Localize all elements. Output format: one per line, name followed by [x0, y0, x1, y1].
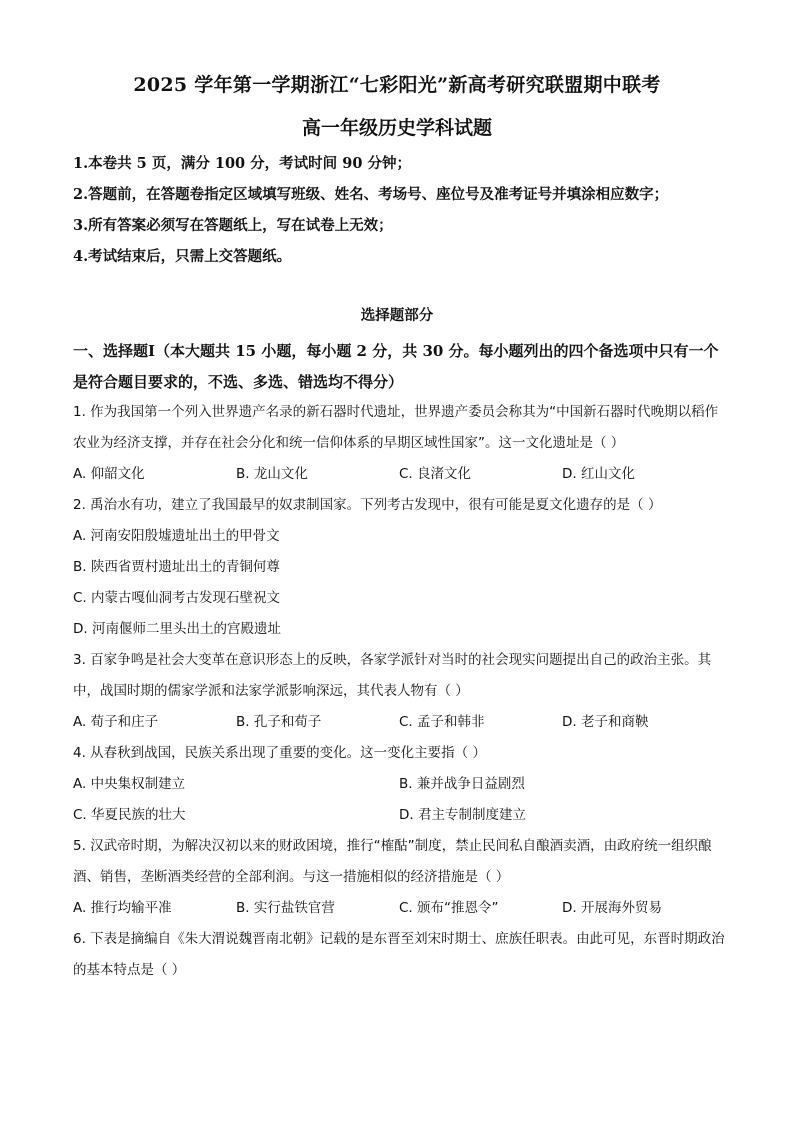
exam-title: 2025 学年第一学期浙江“七彩阳光”新高考研究联盟期中联考 — [133, 74, 661, 96]
options-row — [73, 459, 725, 490]
option-c: C. 内蒙古嘎仙洞考古发现石壁祝文 — [73, 590, 281, 606]
question-stem: 6. 下表是摘编自《朱大渭说魏晋南北朝》记载的是东晋至刘宋时期士、庶族任职表。由此可见，东晋时期政治的基本特点是（ ） — [73, 931, 725, 978]
option-c: C. 良渚文化 — [399, 466, 472, 482]
note-item: 4.考试结束后，只需上交答题纸。 — [73, 248, 292, 265]
option-c: C. 颁布“推恩令” — [399, 900, 499, 916]
question-list — [73, 397, 725, 986]
option-b: B. 龙山文化 — [236, 466, 308, 482]
option-b: B. 兼并战争日益剧烈 — [399, 776, 525, 792]
option-a: A. 荀子和庄子 — [73, 714, 159, 730]
question-4 — [73, 738, 725, 831]
question-stem: 3. 百家争鸣是社会大变革在意识形态上的反映，各家学派针对当时的社会现实问题提出自己的政治主张。其中，战国时期的儒家学派和法家学派影响深远，其代表人物有（ ） — [73, 652, 712, 699]
option-c: C. 华夏民族的壮大 — [73, 807, 186, 823]
options-row — [73, 769, 725, 800]
option-b: B. 陕西省贾村遗址出土的青铜何尊 — [73, 559, 280, 575]
question-3 — [73, 645, 725, 738]
option-a: A. 河南安阳殷墟遗址出土的甲骨文 — [73, 528, 280, 544]
option-c: C. 孟子和韩非 — [399, 714, 485, 730]
option-d: D. 河南偃师二里头出土的宫殿遗址 — [73, 621, 281, 637]
option-d: D. 红山文化 — [562, 466, 635, 482]
question-stem: 4. 从春秋到战国，民族关系出现了重要的变化。这一变化主要指（ ） — [73, 745, 486, 761]
option-b: B. 实行盐铁官营 — [236, 900, 335, 916]
question-6 — [73, 924, 725, 986]
note-item: 2.答题前，在答题卷指定区域填写班级、姓名、考场号、座位号及准考证号并填涂相应数字； — [73, 186, 669, 203]
question-2 — [73, 490, 725, 645]
option-d: D. 君主专制制度建立 — [399, 807, 526, 823]
options-row — [73, 893, 725, 924]
question-stem: 2. 禹治水有功，建立了我国最早的奴隶制国家。下列考古发现中，很有可能是夏文化遗存的是（ ） — [73, 497, 662, 513]
exam-notes — [73, 148, 723, 272]
option-a: A. 中央集权制建立 — [73, 776, 186, 792]
note-item: 1.本卷共 5 页，满分 100 分，考试时间 90 分钟； — [73, 155, 411, 172]
question-5 — [73, 831, 725, 924]
question-1 — [73, 397, 725, 490]
question-stem: 5. 汉武帝时期，为解决汉初以来的财政困境，推行“榷酤”制度，禁止民间私自酿酒卖酒，由政府统一组织酿酒、销售，垄断酒类经营的全部利润。与这一措施相似的经济措施是（ ） — [73, 838, 712, 885]
option-d: D. 老子和商鞅 — [562, 714, 649, 730]
option-d: D. 开展海外贸易 — [562, 900, 662, 916]
option-b: B. 孔子和荀子 — [236, 714, 322, 730]
note-item: 3.所有答案必须写在答题纸上，写在试卷上无效； — [73, 217, 393, 234]
option-a: A. 推行均输平准 — [73, 900, 172, 916]
option-a: A. 仰韶文化 — [73, 466, 145, 482]
section-title: 选择题部分 — [360, 307, 434, 324]
options-row — [73, 707, 725, 738]
options-row — [73, 800, 725, 831]
question-stem: 1. 作为我国第一个列入世界遗产名录的新石器时代遗址，世界遗产委员会称其为“中国新石器时代晚期以稻作农业为经济支撑，并存在社会分化和统一信仰体系的早期区域性国家”。这一文化遗址是（ ） — [73, 404, 719, 451]
exam-subtitle: 高一年级历史学科试题 — [301, 117, 492, 139]
part-heading: 一、选择题Ⅰ（本大题共 15 小题，每小题 2 分，共 30 分。每小题列出的四个备选项中只有一个是符合题目要求的，不选、多选、错选均不得分） — [73, 342, 719, 391]
